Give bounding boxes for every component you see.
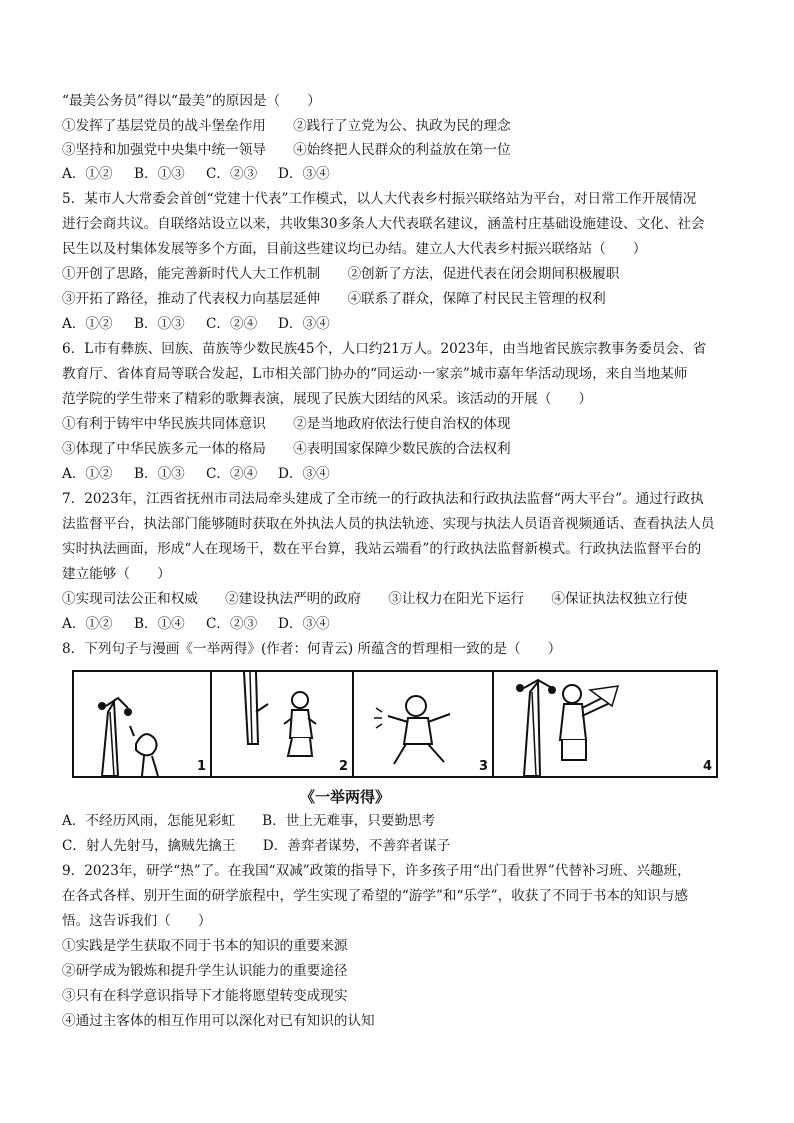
q5-stem: 民生以及村集体发展等多个方面，目前这些建议均已办结。建立人大代表乡村振兴联络站（ ） <box>62 241 647 257</box>
q6-choice-line: ①有利于铸牢中华民族共同体意识 ②是当地政府依法行使自治权的体现 <box>62 416 511 432</box>
q9-choice-line: ③只有在科学意识指导下才能将愿望转变成现实 <box>62 988 348 1004</box>
comic-drawing-2 <box>212 672 352 776</box>
comic-panel-3 <box>354 672 494 776</box>
comic-drawing-3 <box>354 672 492 776</box>
q8-stem: 8．下列句子与漫画《一举两得》(作者：何青云) 所蕴含的哲理相一致的是（ ） <box>62 641 562 657</box>
comic-panel-4 <box>494 672 716 776</box>
comic-drawing-4 <box>494 672 714 776</box>
comic-strip <box>72 670 718 778</box>
option-a[interactable]: A．①② <box>62 616 113 632</box>
option-b[interactable]: B．①③ <box>134 316 185 332</box>
q4-choice-line: ③坚持和加强党中央集中统一领导 ④始终把人民群众的利益放在第一位 <box>62 142 511 158</box>
option-d[interactable]: D．③④ <box>278 166 330 182</box>
q9-choice-line: ②研学成为锻炼和提升学生认识能力的重要途径 <box>62 963 348 979</box>
q6-stem: 6．L市有彝族、回族、苗族等少数民族45个，人口约21万人。2023年，由当地省民族宗教事务委员会、省 <box>62 341 707 357</box>
q9-stem: 9．2023年，研学“热”了。在我国“双减”政策的指导下，许多孩子用“出门看世界”代替补习班、兴趣班， <box>62 863 691 879</box>
q9-stem: 在各式各样、别开生面的研学旅程中，学生实现了希望的“游学”和“乐学”，收获了不同于书本的知识与感 <box>62 888 688 904</box>
panel-number: 1 <box>196 759 206 774</box>
q6-options <box>62 465 350 483</box>
q8-options-line[interactable]: A．不经历风雨，怎能见彩虹 B．世上无难事，只要勤思考 <box>62 813 436 829</box>
option-b[interactable]: B．①③ <box>134 466 185 482</box>
q4-options <box>62 165 350 183</box>
q7-stem: 7．2023年，江西省抚州市司法局牵头建成了全市统一的行政执法和行政执法监督“两大平台”。通过行政执 <box>62 491 704 507</box>
comic-panel-1 <box>74 672 212 776</box>
q6-stem: 范学院的学生带来了精彩的歌舞表演，展现了民族大团结的风采。该活动的开展（ ） <box>62 391 593 407</box>
q5-options <box>62 315 350 333</box>
option-c[interactable]: C．②④ <box>206 316 258 332</box>
option-d[interactable]: D．③④ <box>278 466 330 482</box>
option-b[interactable]: B．①④ <box>134 616 185 632</box>
q7-stem: 实时执法画面，形成“人在现场干，数在平台算，我站云端看”的行政执法监督新模式。行政执法监督平台的 <box>62 541 702 557</box>
q9-choice-line: ④通过主客体的相互作用可以深化对已有知识的认知 <box>62 1013 375 1029</box>
q6-choice-line: ③体现了中华民族多元一体的格局 ④表明国家保障少数民族的合法权利 <box>62 441 511 457</box>
q9-choice-line: ①实践是学生获取不同于书本的知识的重要来源 <box>62 938 348 954</box>
q4-choice-line: ①发挥了基层党员的战斗堡垒作用 ②践行了立党为公、执政为民的理念 <box>62 118 511 134</box>
comic-drawing-1 <box>74 672 210 776</box>
panel-number: 4 <box>702 759 712 774</box>
q5-stem: 5．某市人大常委会首创“党建十代表”工作模式，以人大代表乡村振兴联络站为平台，对日常工作开展情况 <box>62 191 697 207</box>
q7-stem: 法监督平台，执法部门能够随时获取在外执法人员的执法轨迹、实现与执法人员语音视频通话、查看执法人员 <box>62 516 715 532</box>
comic-caption: 《一举两得》 <box>300 788 391 806</box>
panel-number: 2 <box>338 759 348 774</box>
q5-stem: 进行会商共议。自联络站设立以来，共收集30多条人大代表联名建议，涵盖村庄基础设施建设、文化、社会 <box>62 216 705 232</box>
q4-stem-tail: “最美公务员”得以“最美”的原因是（ ） <box>62 93 321 109</box>
q5-choice-line: ①开创了思路，能完善新时代人大工作机制 ②创新了方法，促进代表在闭会期间积极履职 <box>62 266 620 282</box>
comic-panel-2 <box>212 672 354 776</box>
option-a[interactable]: A．①② <box>62 166 113 182</box>
q7-choice-line: ①实现司法公正和权威 ②建设执法严明的政府 ③让权力在阳光下运行 ④保证执法权独立行使 <box>62 591 688 607</box>
q6-stem: 教育厅、省体育局等联合发起，L市相关部门协办的“同运动·一家亲”城市嘉年华活动现场，来自当地某师 <box>62 366 688 382</box>
q9-stem: 悟。这告诉我们（ ） <box>62 913 212 929</box>
q7-stem: 建立能够（ ） <box>62 566 171 582</box>
q5-choice-line: ③开拓了路径，推动了代表权力向基层延伸 ④联系了群众，保障了村民民主管理的权利 <box>62 291 606 307</box>
option-c[interactable]: C．②③ <box>206 616 258 632</box>
option-c[interactable]: C．②③ <box>206 166 258 182</box>
option-d[interactable]: D．③④ <box>278 316 330 332</box>
q8-options-line[interactable]: C．射人先射马，擒贼先擒王 D．善弈者谋势，不善弈者谋子 <box>62 838 451 854</box>
option-b[interactable]: B．①③ <box>134 166 185 182</box>
q7-options <box>62 615 350 633</box>
option-a[interactable]: A．①② <box>62 466 113 482</box>
panel-number: 3 <box>478 759 488 774</box>
option-c[interactable]: C．②④ <box>206 466 258 482</box>
option-d[interactable]: D．③④ <box>278 616 330 632</box>
option-a[interactable]: A．①② <box>62 316 113 332</box>
